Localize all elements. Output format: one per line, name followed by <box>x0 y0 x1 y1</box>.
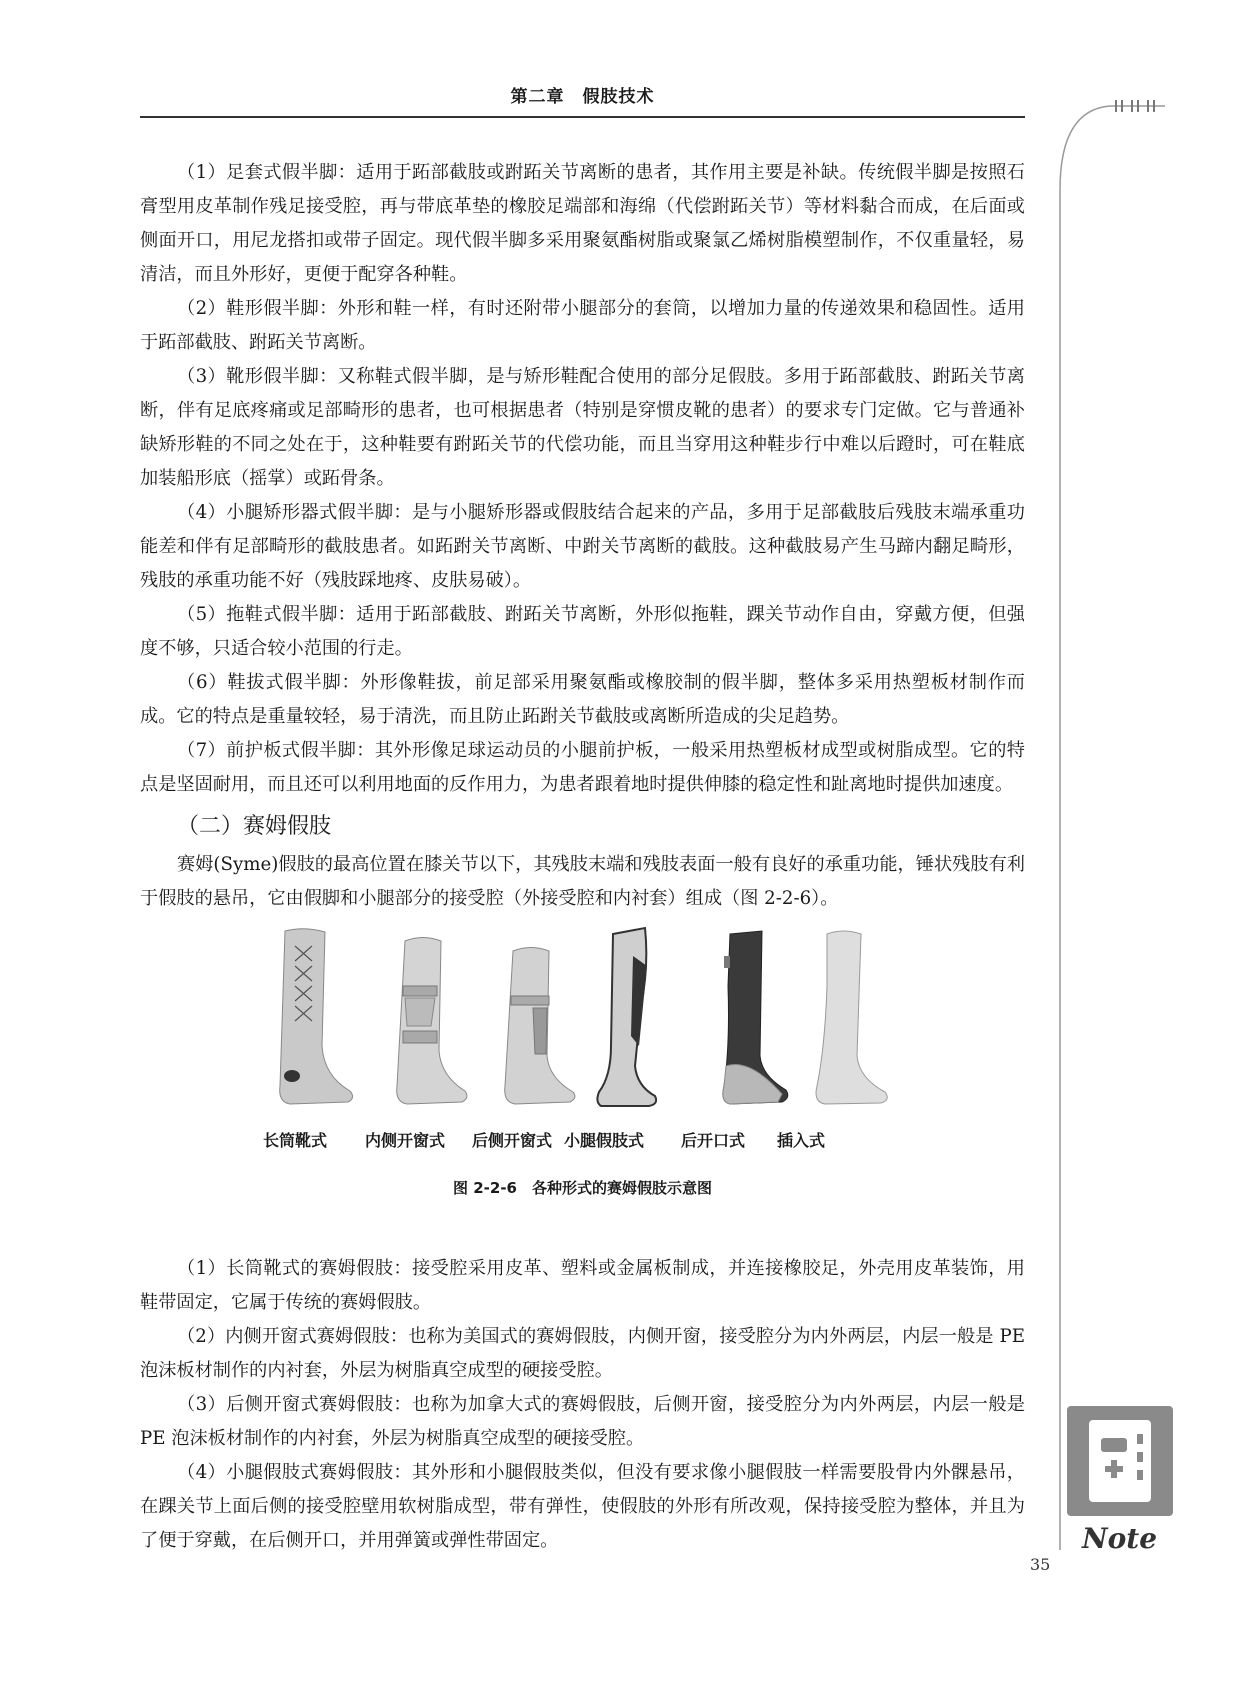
paragraph-orthosis-type: （4）小腿矫形器式假半脚：是与小腿矫形器或假肢结合起来的产品，多用于足部截肢后残肢末端承重功能差和伴有足部畸形的截肢患者。如跖跗关节离断、中跗关节离断的截肢。这种截肢易产生马蹄内翻足畸形，残肢的承重功能不好（残肢踩地疼、皮肤易破）。 <box>140 502 1025 591</box>
paragraph-foot-sleeve: （1）足套式假半脚：适用于跖部截肢或跗跖关节离断的患者，其作用主要是补缺。传统假半脚是按照石膏型用皮革制作残足接受腔，再与带底革垫的橡胶足端部和海绵（代偿跗跖关节）等材料黏合而成，在后面或侧面开口，用尼龙搭扣或带子固定。现代假半脚多采用聚氨酯树脂或聚氯乙烯树脂模塑制作，不仅重量轻，易清洁，而且外形好，更便于配穿各种鞋。 <box>140 162 1025 285</box>
figure-label-long-boot: 长筒靴式 <box>262 1131 328 1150</box>
paragraph-posterior-window-syme: （3）后侧开窗式赛姆假肢：也称为加拿大式的赛姆假肢，后侧开窗，接受腔分为内外两层，内层一般是 PE 泡沫板材制作的内衬套，外层为树脂真空成型的硬接受腔。 <box>140 1394 1025 1449</box>
figure-syme-prostheses <box>140 926 1025 1246</box>
figure-label-posterior-window: 后侧开窗式 <box>471 1131 553 1150</box>
page-number: 35 <box>1030 1555 1051 1574</box>
insertion-type-image <box>785 926 895 1116</box>
margin-decoration <box>1050 100 1170 1550</box>
section-intro: 赛姆(Syme)假肢的最高位置在膝关节以下，其残肢末端和残肢表面一般有良好的承重功能，锤状残肢有利于假肢的悬吊，它由假脚和小腿部分的接受腔（外接受腔和内衬套）组成（图 2-2-6）。 <box>140 854 1025 909</box>
section-heading: （二）赛姆假肢 <box>177 814 332 839</box>
paragraph-long-boot-syme: （1）长筒靴式的赛姆假肢：接受腔采用皮革、塑料或金属板制成，并连接橡胶足，外壳用皮革装饰，用鞋带固定，它属于传统的赛姆假肢。 <box>140 1258 1025 1313</box>
paragraph-slipper-type: （5）拖鞋式假半脚：适用于跖部截肢、跗跖关节离断，外形似拖鞋，踝关节动作自由，穿戴方便，但强度不够，只适合较小范围的行走。 <box>140 604 1025 659</box>
main-text <box>140 156 1025 1558</box>
chapter-title: 第二章 假肢技术 <box>510 87 655 107</box>
note-icon <box>1067 1406 1173 1516</box>
long-boot-image <box>250 926 360 1116</box>
paragraph-front-guard-type: （7）前护板式假半脚：其外形像足球运动员的小腿前护板，一般采用热塑板材成型或树脂成型。它的特点是坚固耐用，而且还可以利用地面的反作用力，为患者跟着地时提供伸膝的稳定性和趾离地时提供加速度。 <box>140 740 1025 795</box>
figure-label-below-knee-type: 小腿假肢式 <box>563 1131 645 1150</box>
figure-label-medial-window: 内侧开窗式 <box>364 1131 446 1150</box>
header-rule <box>140 116 1025 118</box>
paragraph-shoehorn-type: （6）鞋拔式假半脚：外形像鞋拔，前足部采用聚氨酯或橡胶制的假半脚，整体多采用热塑板材制作而成。它的特点是重量较轻，易于清洗，而且防止跖跗关节截肢或离断所造成的尖足趋势。 <box>140 672 1025 727</box>
figure-caption: 图 2-2-6 各种形式的赛姆假肢示意图 <box>453 1179 712 1197</box>
figure-label-insertion-type: 插入式 <box>776 1131 826 1150</box>
paragraph-medial-window-syme: （2）内侧开窗式赛姆假肢：也称为美国式的赛姆假肢，内侧开窗，接受腔分为内外两层，内层一般是 PE 泡沫板材制作的内衬套，外层为树脂真空成型的硬接受腔。 <box>140 1326 1025 1381</box>
paragraph-below-knee-syme: （4）小腿假肢式赛姆假肢：其外形和小腿假肢类似，但没有要求像小腿假肢一样需要股骨内外髁悬吊，在踝关节上面后侧的接受腔壁用软树脂成型，带有弹性，使假肢的外形有所改观，保持接受腔为整体，并且为了便于穿戴，在后侧开口，并用弹簧或弹性带固定。 <box>140 1462 1025 1551</box>
paragraph-boot-shaped: （3）靴形假半脚：又称鞋式假半脚，是与矫形鞋配合使用的部分足假肢。多用于跖部截肢、跗跖关节离断，伴有足底疼痛或足部畸形的患者，也可根据患者（特别是穿惯皮靴的患者）的要求专门定做。它与普通补缺矫形鞋的不同之处在于，这种鞋要有跗跖关节的代偿功能，而且当穿用这种鞋步行中难以后蹬时，可在鞋底加装船形底（摇掌）或跖骨条。 <box>140 366 1025 489</box>
figure-item-insertion-type <box>765 926 915 1116</box>
below-knee-type-image <box>575 926 685 1116</box>
figure-label-rear-opening: 后开口式 <box>680 1131 746 1150</box>
paragraph-shoe-shaped: （2）鞋形假半脚：外形和鞋一样，有时还附带小腿部分的套筒，以增加力量的传递效果和稳固性。适用于跖部截肢、跗跖关节离断。 <box>140 298 1025 353</box>
note-label: Note <box>1082 1522 1158 1555</box>
